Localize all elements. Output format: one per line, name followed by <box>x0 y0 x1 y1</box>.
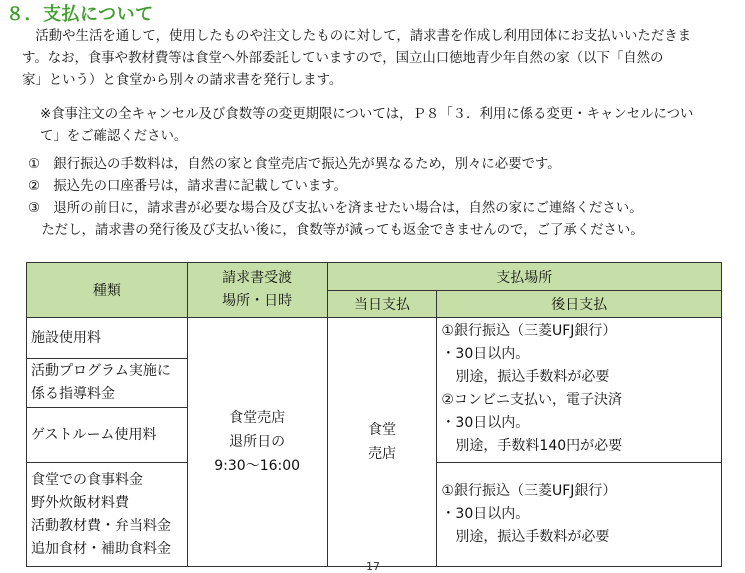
same-day-place <box>327 318 437 567</box>
later-payment-upper <box>437 318 722 463</box>
header-invoice <box>187 263 327 318</box>
invoice-line: 退所日の <box>229 434 286 450</box>
kind-line: 野外炊飯材料費 <box>31 494 129 511</box>
intro-line: 家」という）と食堂から別々の請求書を発行します。 <box>22 73 343 88</box>
invoice-place-time <box>187 318 327 567</box>
kind-line: 活動教材費・弁当料金 <box>31 517 171 534</box>
notice-list <box>28 154 644 242</box>
header-payment-place: 支払場所 <box>327 263 721 291</box>
payment-table <box>26 262 722 567</box>
header-same-day: 当日支払 <box>327 291 437 318</box>
notice-item: ③ 退所の前日に，請求書が必要な場合及び支払いを済ませたい場合は，自然の家にご連絡ください。 <box>28 201 643 216</box>
kind-guestroom: ゲストルーム使用料 <box>27 408 188 463</box>
later-line: ①銀行振込（三菱UFJ銀行） <box>441 483 617 499</box>
later-line: ・30日以内。 <box>441 346 530 362</box>
same-day-line: 売店 <box>367 446 396 462</box>
later-line: ・30日以内。 <box>441 415 530 431</box>
page-number: 17 <box>366 560 380 573</box>
same-day-line: 食堂 <box>367 422 396 438</box>
kind-line: 追加食材・補助食料金 <box>31 540 171 557</box>
header-later: 後日支払 <box>437 291 722 318</box>
later-line: 別途，振込手数料が必要 <box>441 529 610 545</box>
notice-item: ただし，請求書の発行後及び支払い後に，食数等が減っても返金できませんので，ご了承ください。 <box>28 223 644 238</box>
kind-food <box>27 463 188 567</box>
header-kind: 種類 <box>27 263 188 318</box>
later-line: ①銀行振込（三菱UFJ銀行） <box>441 323 617 339</box>
kind-line: 食堂での食事料金 <box>31 471 143 488</box>
later-line: ②コンビニ支払い，電子決済 <box>441 392 622 408</box>
invoice-line: 9:30～16:00 <box>214 458 301 474</box>
later-line: 別途，振込手数料が必要 <box>441 369 610 385</box>
invoice-line: 食堂売店 <box>229 410 286 426</box>
header-invoice-line: 場所・日時 <box>222 293 293 309</box>
header-invoice-line: 請求書受渡 <box>222 270 293 286</box>
later-line: 別途，手数料140円が必要 <box>441 438 623 454</box>
later-line: ・30日以内。 <box>441 506 530 522</box>
section-heading: ８．支払について <box>6 4 154 25</box>
later-payment-lower <box>437 463 722 567</box>
note-line: て」をご確認ください。 <box>40 129 188 144</box>
notice-item: ① 銀行振込の手数料は，自然の家と食堂売店で振込先が異なるため，別々に必要です。 <box>28 157 561 172</box>
intro-line: 活動や生活を通して，使用したものや注文したものに対して，請求書を作成し利用団体にお支払いいただきま <box>22 29 691 44</box>
cancellation-note <box>40 104 693 148</box>
intro-line: す。なお，食事や教材費等は食堂へ外部委託していますので，国立山口徳地青少年自然の家（以下「自然の <box>22 51 664 66</box>
kind-line: 係る指導料金 <box>31 386 115 402</box>
note-line: ※食事注文の全キャンセル及び食数等の変更期限については，Ｐ８「３．利用に係る変更・キャンセルについ <box>40 107 694 122</box>
kind-facility: 施設使用料 <box>27 318 188 359</box>
kind-line: 活動プログラム実施に <box>31 363 171 379</box>
intro-paragraph <box>22 26 691 92</box>
kind-program <box>27 359 188 408</box>
notice-item: ② 振込先の口座番号は，請求書に記載しています。 <box>28 179 347 194</box>
